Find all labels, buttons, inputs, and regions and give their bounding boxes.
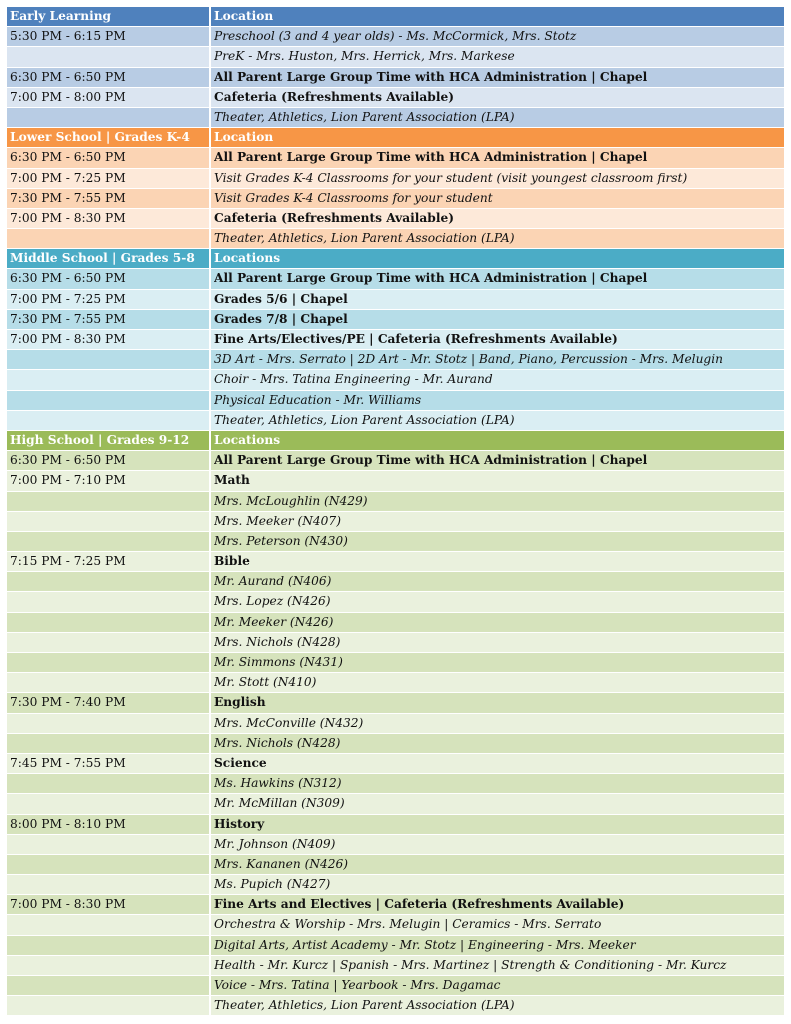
time-cell: 7:30 PM - 7:40 PM (10, 695, 126, 710)
time-cell: 7:45 PM - 7:55 PM (10, 755, 126, 770)
table-row (7, 108, 784, 128)
table-row (7, 734, 784, 754)
table-row (7, 27, 784, 47)
time-cell: 7:00 PM - 8:00 PM (10, 89, 126, 104)
location-cell: Mr. Meeker (N426) (214, 614, 334, 629)
table-row (7, 774, 784, 794)
location-cell: Mrs. Meeker (N407) (214, 513, 341, 528)
location-cell: Digital Arts, Artist Academy - Mr. Stotz | Engineering - Mrs. Meeker (214, 937, 636, 952)
time-cell: 7:00 PM - 8:30 PM (10, 897, 126, 912)
location-cell: Mrs. McConville (N432) (214, 715, 364, 730)
location-cell: Theater, Athletics, Lion Parent Association (LPA) (214, 412, 515, 427)
location-cell: All Parent Large Group Time with HCA Administration | Chapel (214, 453, 648, 468)
location-cell: Choir - Mrs. Tatina Engineering - Mr. Aurand (214, 372, 493, 387)
location-cell: 3D Art - Mrs. Serrato | 2D Art - Mr. Stotz | Band, Piano, Percussion - Mrs. Melugin (214, 352, 723, 367)
table-row (7, 148, 784, 168)
time-cell: 7:00 PM - 7:10 PM (10, 473, 126, 488)
location-cell: Mrs. Lopez (N426) (214, 594, 331, 609)
location-cell: Theater, Athletics, Lion Parent Association (LPA) (214, 109, 515, 124)
section-title: High School | Grades 9-12 (10, 432, 190, 447)
location-cell: Science (214, 755, 267, 770)
table-row (7, 613, 784, 633)
table-row (7, 88, 784, 108)
location-cell: History (214, 816, 265, 831)
table-row (7, 592, 784, 612)
table-row (7, 835, 784, 855)
location-cell: Mr. Stott (N410) (214, 675, 317, 690)
table-row (7, 714, 784, 734)
location-header: Locations (214, 432, 281, 447)
time-cell: 6:30 PM - 6:50 PM (10, 150, 126, 165)
table-row (7, 451, 784, 471)
table-row (7, 976, 784, 996)
location-cell: Math (214, 473, 250, 488)
time-cell: 7:00 PM - 8:30 PM (10, 210, 126, 225)
time-cell: 7:00 PM - 7:25 PM (10, 291, 126, 306)
table-row (7, 290, 784, 310)
table-row (7, 956, 784, 976)
table-row (7, 310, 784, 330)
time-cell: 6:30 PM - 6:50 PM (10, 453, 126, 468)
location-header: Locations (214, 251, 281, 266)
table-row (7, 330, 784, 350)
location-cell: Theater, Athletics, Lion Parent Association (LPA) (214, 998, 515, 1013)
table-row (7, 653, 784, 673)
time-cell: 7:00 PM - 8:30 PM (10, 332, 126, 346)
table-row (7, 673, 784, 693)
section-header-lower (7, 128, 784, 148)
location-cell: Fine Arts and Electives | Cafeteria (Refreshments Available) (214, 897, 625, 912)
location-cell: Physical Education - Mr. Williams (214, 392, 422, 407)
location-cell: Mr. Johnson (N409) (214, 836, 336, 851)
table-row (7, 633, 784, 653)
location-cell: Grades 7/8 | Chapel (214, 311, 348, 326)
time-cell: 6:30 PM - 6:50 PM (10, 271, 126, 286)
table-row (7, 572, 784, 592)
table-row (7, 815, 784, 835)
location-cell: Health - Mr. Kurcz | Spanish - Mrs. Martinez | Strength & Conditioning - Mr. Kurcz (214, 957, 727, 972)
table-row (7, 875, 784, 895)
table-row (7, 915, 784, 935)
location-cell: Orchestra & Worship - Mrs. Melugin | Ceramics - Mrs. Serrato (214, 917, 602, 932)
location-cell: Mr. Simmons (N431) (214, 655, 343, 669)
location-cell: Mr. McMillan (N309) (214, 796, 345, 811)
table-row (7, 68, 784, 88)
table-row (7, 895, 784, 915)
location-cell: Mrs. Kananen (N426) (214, 856, 349, 871)
location-cell: English (214, 695, 266, 710)
time-cell: 7:15 PM - 7:25 PM (10, 554, 126, 569)
location-cell: Ms. Pupich (N427) (214, 877, 331, 892)
location-cell: Cafeteria (Refreshments Available) (214, 210, 454, 225)
location-cell: Mr. Aurand (N406) (214, 574, 332, 589)
time-cell: 5:30 PM - 6:15 PM (10, 29, 126, 44)
table-row (7, 492, 784, 512)
location-cell: Grades 5/6 | Chapel (214, 291, 348, 306)
table-row (7, 350, 784, 370)
location-cell: Bible (214, 554, 250, 569)
table-row (7, 693, 784, 713)
time-cell: 6:30 PM - 6:50 PM (10, 69, 126, 84)
table-row (7, 552, 784, 572)
table-row (7, 532, 784, 552)
location-cell: All Parent Large Group Time with HCA Administration | Chapel (214, 271, 648, 286)
section-header-early (7, 7, 784, 27)
table-row (7, 269, 784, 289)
location-header: Location (214, 9, 274, 23)
table-row (7, 169, 784, 189)
location-cell: Mrs. Nichols (N428) (214, 634, 341, 649)
table-row (7, 189, 784, 209)
location-cell: Voice - Mrs. Tatina | Yearbook - Mrs. Dagamac (214, 978, 501, 992)
location-cell: PreK - Mrs. Huston, Mrs. Herrick, Mrs. Markese (214, 49, 515, 64)
table-row (7, 471, 784, 491)
schedule-table (7, 7, 784, 1016)
section-header-high (7, 431, 784, 451)
location-cell: Theater, Athletics, Lion Parent Association (LPA) (214, 231, 515, 246)
section-title: Middle School | Grades 5-8 (10, 251, 195, 266)
location-cell: All Parent Large Group Time with HCA Administration | Chapel (214, 69, 648, 84)
location-cell: Ms. Hawkins (N312) (214, 776, 342, 791)
section-title: Early Learning (10, 9, 112, 23)
table-row (7, 370, 784, 390)
time-cell: 8:00 PM - 8:10 PM (10, 816, 126, 831)
table-row (7, 47, 784, 67)
time-cell: 7:30 PM - 7:55 PM (10, 190, 126, 205)
table-row (7, 936, 784, 956)
location-header: Location (214, 130, 274, 145)
table-row (7, 855, 784, 875)
location-cell: Mrs. McLoughlin (N429) (214, 493, 368, 508)
time-cell: 7:30 PM - 7:55 PM (10, 311, 126, 326)
table-row (7, 794, 784, 814)
table-row (7, 754, 784, 774)
table-row (7, 391, 784, 411)
table-row (7, 411, 784, 431)
location-cell: Mrs. Nichols (N428) (214, 735, 341, 750)
table-row (7, 209, 784, 229)
time-cell: 7:00 PM - 7:25 PM (10, 170, 126, 185)
location-cell: Visit Grades K-4 Classrooms for your student (visit youngest classroom first) (214, 170, 688, 185)
table-row (7, 512, 784, 532)
section-title: Lower School | Grades K-4 (10, 130, 190, 145)
location-cell: All Parent Large Group Time with HCA Administration | Chapel (214, 150, 648, 165)
section-header-middle (7, 249, 784, 269)
location-cell: Fine Arts/Electives/PE | Cafeteria (Refreshments Available) (214, 332, 618, 346)
location-cell: Preschool (3 and 4 year olds) - Ms. McCormick, Mrs. Stotz (214, 29, 577, 44)
table-row (7, 996, 784, 1016)
location-cell: Mrs. Peterson (N430) (214, 533, 348, 548)
location-cell: Cafeteria (Refreshments Available) (214, 89, 454, 104)
location-cell: Visit Grades K-4 Classrooms for your student (214, 190, 493, 205)
table-row (7, 229, 784, 249)
